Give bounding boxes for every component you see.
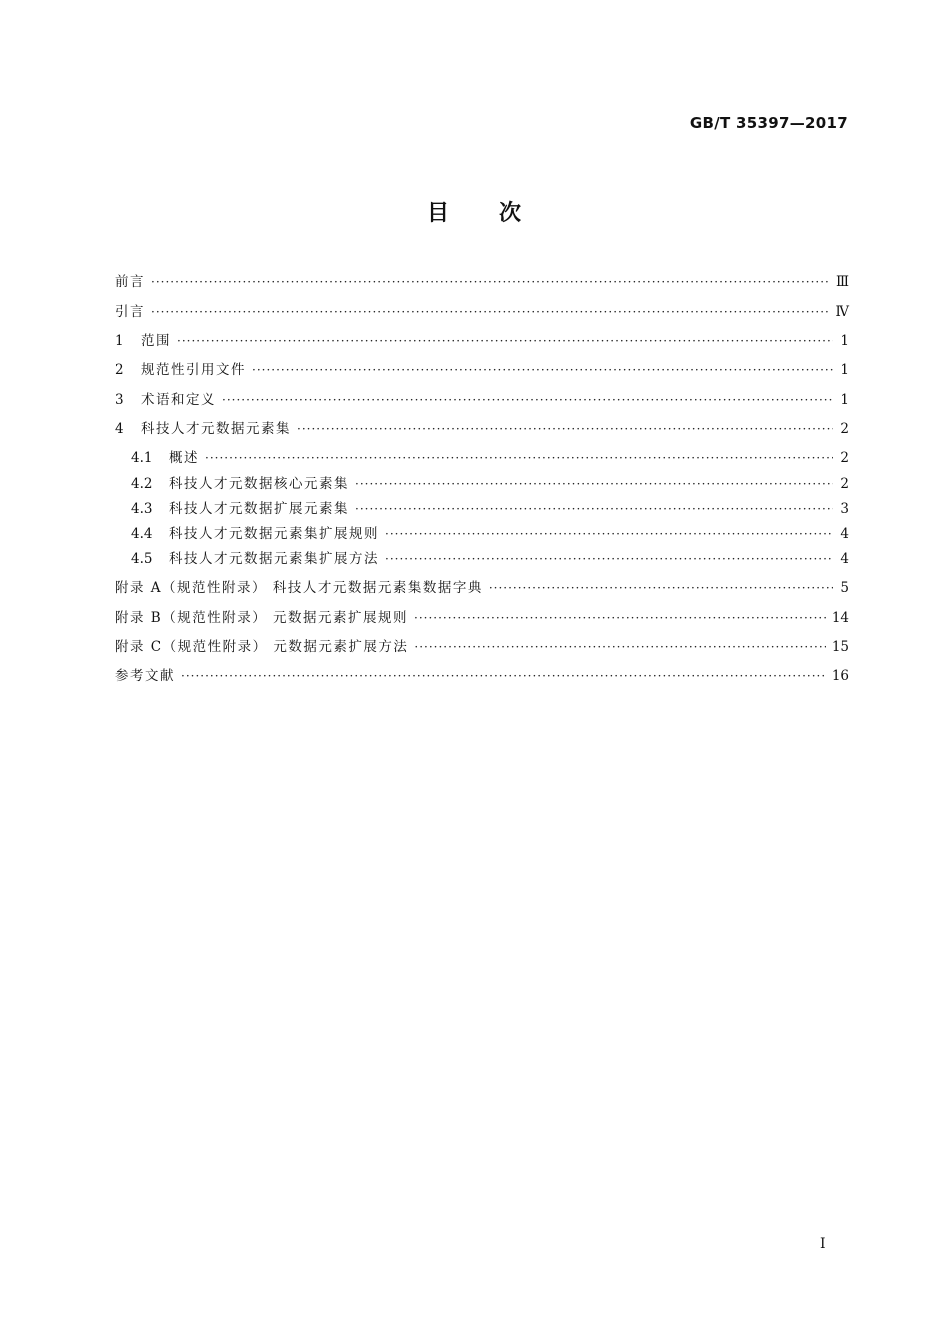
toc-entry-label: 科技人才元数据元素集扩展方法: [169, 551, 379, 567]
toc-entry-label: 引言: [115, 304, 145, 320]
page-title: [0, 196, 950, 227]
toc-entry-number: 4.4: [131, 526, 153, 542]
toc-entry-label: 附录 A（规范性附录） 科技人才元数据元素集数据字典: [115, 580, 483, 596]
toc-entry-number: 2: [115, 362, 124, 378]
toc-entry-number: 4.2: [131, 476, 153, 492]
toc-page-number: 2: [840, 476, 849, 492]
leader-dots: [355, 499, 833, 519]
title-char-1: 目: [426, 201, 451, 226]
toc-entry-4-1[interactable]: [131, 448, 849, 470]
toc-page-number: 4: [840, 551, 849, 567]
toc-entry-introduction[interactable]: [115, 302, 849, 324]
toc-entry-number: 3: [115, 392, 124, 408]
toc-page-number: 15: [831, 639, 849, 655]
toc-entry-label: 范围: [141, 333, 171, 349]
toc-entry-annex-c[interactable]: [115, 637, 849, 659]
leader-dots: [414, 637, 825, 657]
toc-page-number: 2: [840, 421, 849, 437]
toc-page-number: 5: [840, 580, 849, 596]
toc-entry-label: 概述: [169, 450, 199, 466]
toc-entry-annex-b[interactable]: [115, 608, 849, 630]
leader-dots: [222, 390, 833, 410]
toc-page-number: 3: [840, 501, 849, 517]
toc-entry-label: 科技人才元数据元素集: [141, 421, 291, 437]
toc-entry-label: 规范性引用文件: [141, 362, 246, 378]
toc-entry-label: 科技人才元数据核心元素集: [169, 476, 349, 492]
leader-dots: [385, 549, 833, 569]
leader-dots: [355, 474, 833, 494]
toc-entry-4-5[interactable]: [131, 549, 849, 571]
leader-dots: [205, 448, 833, 468]
leader-dots: [414, 608, 826, 628]
standard-code: GB/T 35397—2017: [689, 114, 848, 132]
toc-entry-label: 科技人才元数据元素集扩展规则: [169, 526, 379, 542]
toc-entry-number: 4.3: [131, 501, 153, 517]
toc-entry-bibliography[interactable]: [115, 666, 849, 688]
toc-page-number: 4: [840, 526, 849, 542]
toc-page-number: 16: [831, 668, 849, 684]
leader-dots: [177, 331, 833, 351]
toc-entry-label: 附录 B（规范性附录） 元数据元素扩展规则: [115, 610, 409, 626]
toc-entry-1[interactable]: [115, 331, 849, 353]
leader-dots: [252, 360, 833, 380]
toc-entry-label: 参考文献: [115, 668, 175, 684]
toc-entry-label: 科技人才元数据扩展元素集: [169, 501, 349, 517]
toc-page-number: 1: [840, 362, 849, 378]
toc-entry-annex-a[interactable]: [115, 578, 849, 600]
toc-entry-4-3[interactable]: [131, 499, 849, 521]
toc-entry-label: 附录 C（规范性附录） 元数据元素扩展方法: [115, 639, 409, 655]
toc-entry-2[interactable]: [115, 360, 849, 382]
toc-entry-number: 4.5: [131, 551, 153, 567]
leader-dots: [151, 302, 830, 322]
leader-dots: [151, 272, 830, 292]
toc-page-number: 1: [840, 333, 849, 349]
toc-entry-foreword[interactable]: [115, 272, 849, 294]
toc-page-number: 14: [831, 610, 849, 626]
toc-entry-number: 4: [115, 421, 124, 437]
page-folio: Ⅰ: [820, 1236, 826, 1252]
toc-entry-4[interactable]: [115, 419, 849, 441]
leader-dots: [181, 666, 826, 686]
title-char-2: 次: [499, 201, 524, 226]
toc-entry-label: 前言: [115, 274, 145, 290]
toc-entry-label: 术语和定义: [141, 392, 216, 408]
toc-entry-4-2[interactable]: [131, 474, 849, 496]
toc-page-number: Ⅲ: [835, 274, 849, 290]
toc-page-number: 2: [840, 450, 849, 466]
toc-page-number: 1: [840, 392, 849, 408]
leader-dots: [297, 419, 833, 439]
toc-entry-number: 1: [115, 333, 124, 349]
toc-entry-number: 4.1: [131, 450, 153, 466]
leader-dots: [385, 524, 833, 544]
toc-page-number: Ⅳ: [835, 304, 849, 320]
leader-dots: [489, 578, 833, 598]
toc-entry-3[interactable]: [115, 390, 849, 412]
toc-entry-4-4[interactable]: [131, 524, 849, 546]
